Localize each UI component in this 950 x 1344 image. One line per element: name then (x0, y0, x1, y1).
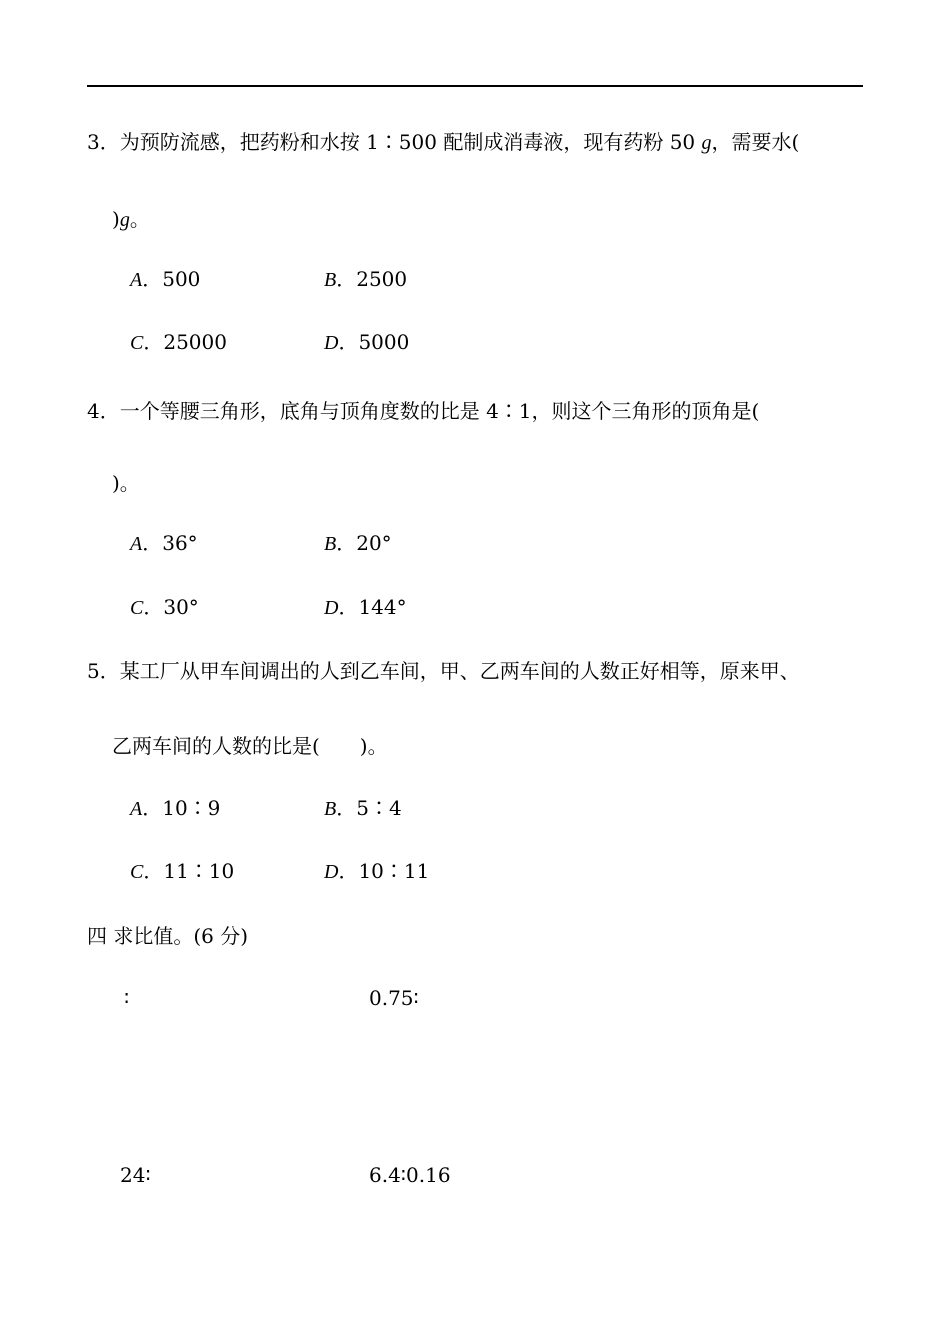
question-5-line-1: 5．某工厂从甲车间调出的人到乙车间，甲、乙两车间的人数正好相等，原来甲、 (87, 659, 800, 683)
option-letter: C (130, 597, 144, 619)
option-separator: ． (142, 796, 163, 820)
option-a[interactable] (130, 530, 198, 557)
question-4-line-1: 4．一个等腰三角形，底角与顶角度数的比是 4∶1，则这个三角形的顶角是( (87, 399, 760, 423)
option-letter: D (324, 332, 339, 354)
option-letter: C (130, 332, 144, 354)
section-4-heading: 四 求比值。(6 分) (87, 924, 249, 948)
option-b[interactable] (324, 795, 402, 822)
option-separator: ． (142, 267, 163, 291)
period: 。 (129, 207, 150, 231)
option-value: 11∶10 (163, 859, 235, 883)
option-separator: ． (338, 330, 359, 354)
option-b[interactable] (324, 266, 407, 293)
ratio-item-2: 0.75∶ (369, 986, 419, 1010)
option-value: 36° (162, 531, 198, 555)
option-c[interactable] (130, 858, 234, 885)
option-value: 20° (356, 531, 392, 555)
option-separator: ． (336, 796, 357, 820)
option-d[interactable] (324, 594, 407, 621)
option-letter: A (130, 269, 143, 291)
option-c[interactable] (130, 329, 227, 356)
option-c[interactable] (130, 594, 199, 621)
question-3-text-tail: ，需要水( (711, 130, 800, 154)
option-separator: ． (336, 531, 357, 555)
option-separator: ． (338, 859, 359, 883)
option-letter: C (130, 861, 144, 883)
option-a[interactable] (130, 795, 220, 822)
option-separator: ． (338, 595, 359, 619)
option-value: 2500 (356, 267, 408, 291)
option-separator: ． (143, 595, 164, 619)
option-letter: D (324, 861, 339, 883)
unit-g: g (119, 209, 130, 231)
option-value: 5000 (358, 330, 410, 354)
option-value: 144° (358, 595, 407, 619)
unit-g: g (701, 132, 712, 154)
question-3-text: 3．为预防流感，把药粉和水按 1∶500 配制成消毒液，现有药粉 50 (87, 130, 702, 154)
option-d[interactable] (324, 858, 429, 885)
option-letter: A (130, 533, 143, 555)
ratio-item-4: 6.4∶0.16 (369, 1163, 451, 1187)
option-value: 500 (162, 267, 201, 291)
question-3-line-1 (87, 129, 799, 156)
option-value: 30° (163, 595, 199, 619)
ratio-item-1: ∶ (124, 986, 130, 1010)
question-5-line-2: 乙两车间的人数的比是( )。 (112, 734, 388, 758)
option-letter: B (324, 269, 337, 291)
header-rule (87, 85, 863, 87)
option-value: 10∶11 (358, 859, 430, 883)
option-a[interactable] (130, 266, 200, 293)
option-letter: D (324, 597, 339, 619)
option-separator: ． (142, 531, 163, 555)
option-value: 10∶9 (162, 796, 221, 820)
option-d[interactable] (324, 329, 409, 356)
option-separator: ． (143, 330, 164, 354)
option-letter: A (130, 798, 143, 820)
option-letter: B (324, 798, 337, 820)
option-separator: ． (143, 859, 164, 883)
question-4-line-2: )。 (112, 471, 140, 495)
answer-blank-close: ) (112, 207, 120, 231)
option-value: 25000 (163, 330, 227, 354)
option-letter: B (324, 533, 337, 555)
option-separator: ． (336, 267, 357, 291)
ratio-item-3: 24∶ (120, 1163, 151, 1187)
option-value: 5∶4 (356, 796, 402, 820)
option-b[interactable] (324, 530, 392, 557)
question-3-line-2 (112, 206, 150, 233)
